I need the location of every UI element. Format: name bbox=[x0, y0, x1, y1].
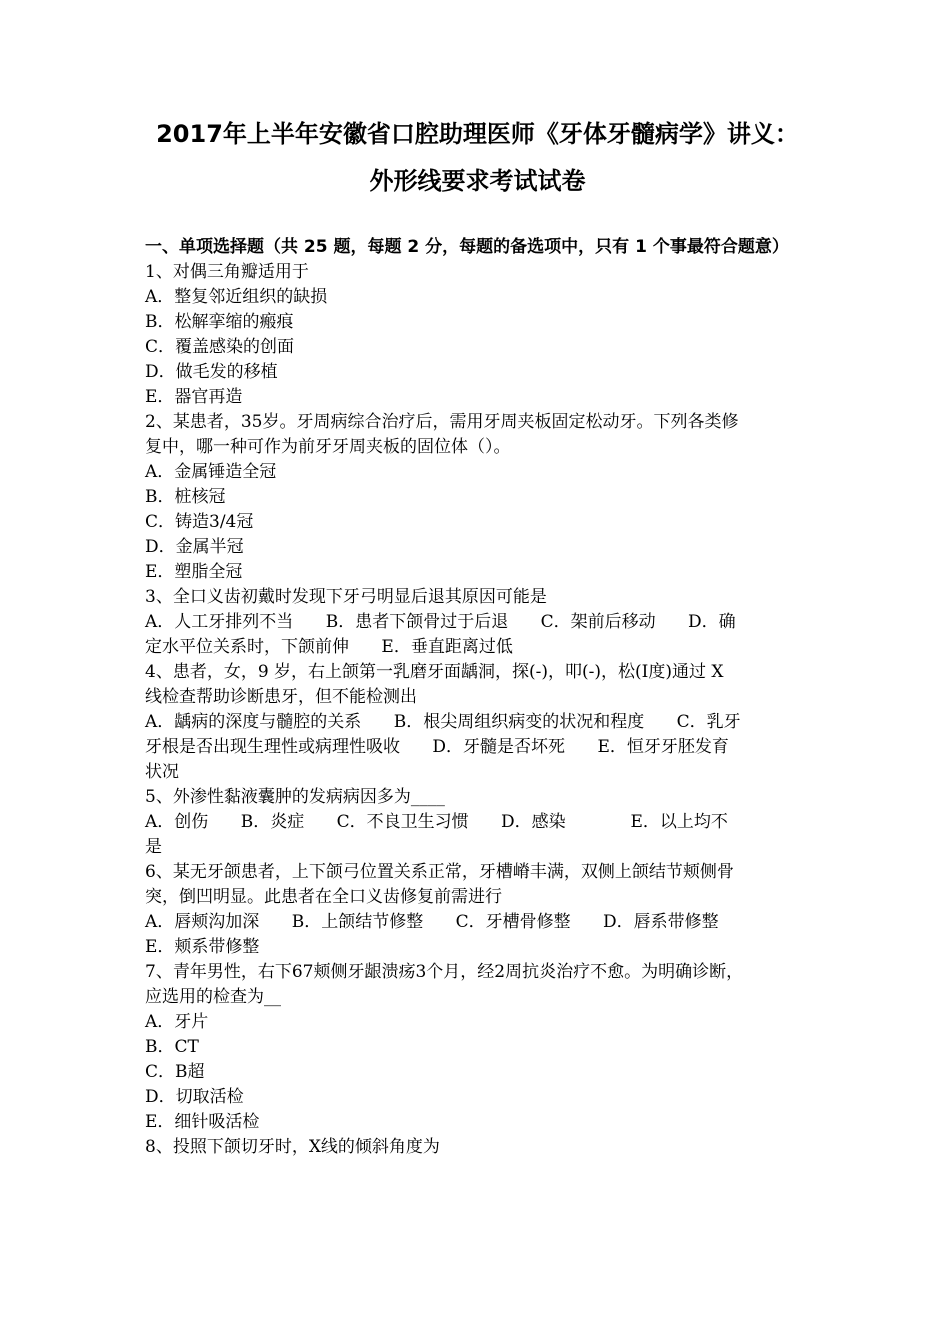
text-line: A．唇颊沟加深 B．上颌结节修整 C．牙槽骨修整 D．唇系带修整 bbox=[145, 912, 719, 932]
text-line: 4、患者，女，9 岁，右上颌第一乳磨牙面龋洞，探(-)，叩(-)，松(Ⅰ度)通过 X bbox=[145, 662, 724, 682]
section-heading: 一、单项选择题（共 25 题，每题 2 分，每题的备选项中，只有 1 个事最符合题意） bbox=[145, 237, 789, 257]
text-line: D．做毛发的移植 bbox=[145, 362, 278, 382]
text-line: 复中，哪一种可作为前牙牙周夹板的固位体（）。 bbox=[145, 437, 511, 457]
text-line: 是 bbox=[145, 837, 162, 857]
text-line: 定水平位关系时，下颌前伸 E．垂直距离过低 bbox=[145, 637, 513, 657]
text-line: A．金属锤造全冠 bbox=[145, 462, 277, 482]
text-line: A．牙片 bbox=[145, 1012, 209, 1032]
text-line: A．龋病的深度与髓腔的关系 B．根尖周组织病变的状况和程度 C．乳牙 bbox=[145, 712, 741, 732]
text-line: E．器官再造 bbox=[145, 387, 243, 407]
text-line: B．松解挛缩的瘢痕 bbox=[145, 312, 294, 332]
question-body bbox=[145, 260, 810, 1160]
text-line: D．切取活检 bbox=[145, 1087, 244, 1107]
text-line: 应选用的检查为__ bbox=[145, 987, 281, 1007]
text-line: C．B超 bbox=[145, 1062, 205, 1082]
text-line: 6、某无牙颌患者，上下颌弓位置关系正常，牙槽嵴丰满，双侧上颌结节颊侧骨 bbox=[145, 862, 734, 882]
text-line: B．CT bbox=[145, 1037, 199, 1057]
text-line: A．人工牙排列不当 B．患者下颌骨过于后退 C．架前后移动 D．确 bbox=[145, 612, 736, 632]
document-title-line-2: 外形线要求考试试卷 bbox=[369, 167, 586, 195]
text-line: 5、外渗性黏液囊肿的发病病因多为____ bbox=[145, 787, 445, 807]
text-line: 3、全口义齿初戴时发现下牙弓明显后退其原因可能是 bbox=[145, 587, 547, 607]
text-line: A．创伤 B．炎症 C．不良卫生习惯 D．感染 E．以上均不 bbox=[145, 812, 728, 832]
text-line: 牙根是否出现生理性或病理性吸收 D．牙髓是否坏死 E．恒牙牙胚发育 bbox=[145, 737, 729, 757]
text-line: 7、青年男性，右下67颊侧牙龈溃疡3个月，经2周抗炎治疗不愈。为明确诊断， bbox=[145, 962, 744, 982]
text-line: C．铸造3/4冠 bbox=[145, 512, 254, 532]
text-line: 线检查帮助诊断患牙，但不能检测出 bbox=[145, 687, 417, 707]
text-line: A．整复邻近组织的缺损 bbox=[145, 287, 328, 307]
text-line: C．覆盖感染的创面 bbox=[145, 337, 295, 357]
text-line: 8、投照下颌切牙时，X线的倾斜角度为 bbox=[145, 1137, 440, 1157]
text-line: B．桩核冠 bbox=[145, 487, 226, 507]
text-line: 2、某患者，35岁。牙周病综合治疗后，需用牙周夹板固定松动牙。下列各类修 bbox=[145, 412, 739, 432]
text-line: E．细针吸活检 bbox=[145, 1112, 260, 1132]
document-page bbox=[145, 112, 810, 1160]
text-line: 状况 bbox=[145, 762, 179, 782]
text-line: E．颊系带修整 bbox=[145, 937, 260, 957]
text-line: D．金属半冠 bbox=[145, 537, 244, 557]
text-line: 突，倒凹明显。此患者在全口义齿修复前需进行 bbox=[145, 887, 502, 907]
text-line: E．塑脂全冠 bbox=[145, 562, 243, 582]
document-title-line-1: 2017年上半年安徽省口腔助理医师《牙体牙髓病学》讲义： bbox=[156, 120, 799, 148]
text-line: 1、对偶三角瓣适用于 bbox=[145, 262, 309, 282]
